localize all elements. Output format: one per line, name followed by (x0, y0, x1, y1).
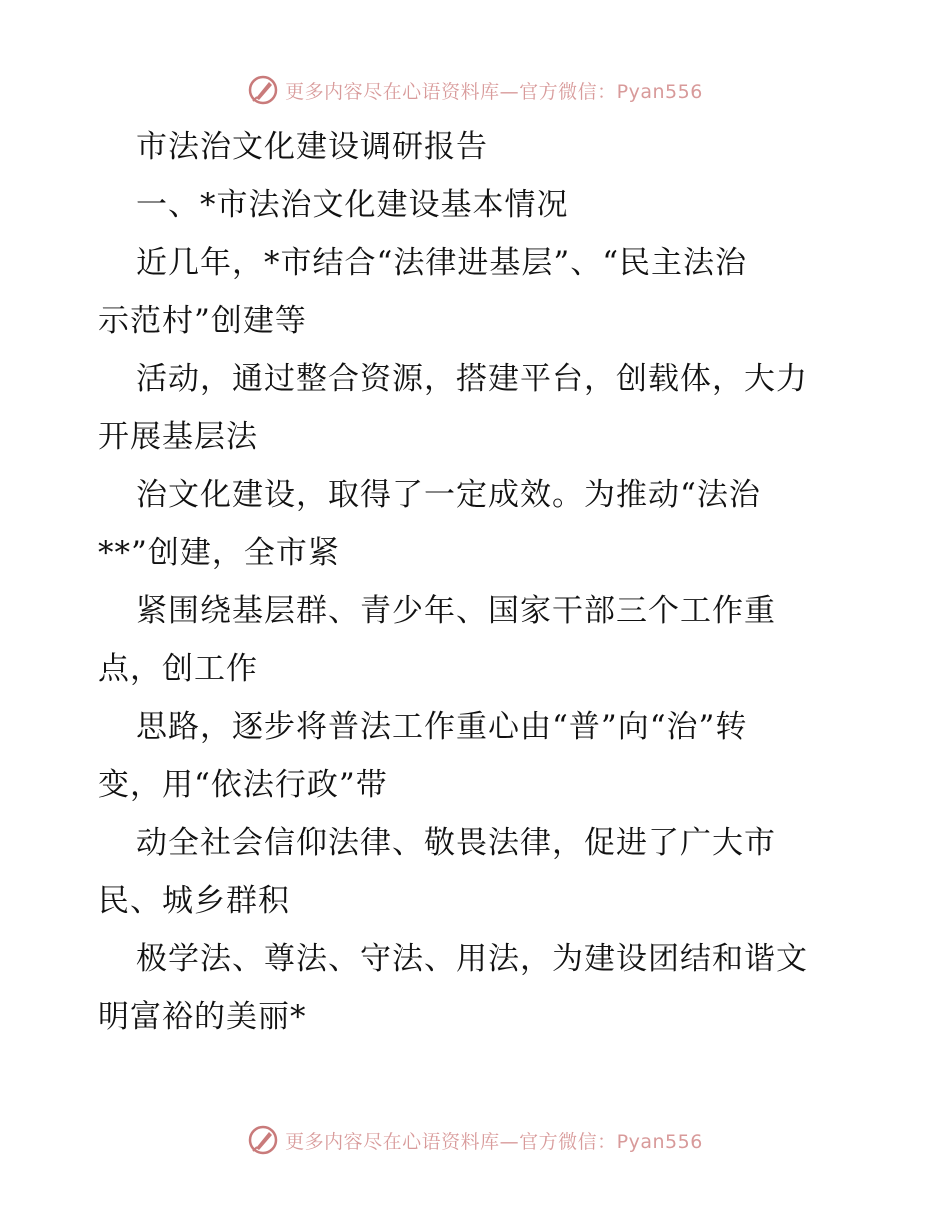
doc-line: 治文化建设，取得了一定成效。为推动“法治 (136, 477, 761, 513)
footer-watermark-text: 更多内容尽在心语资料库—官方微信：Pyan556 (285, 1130, 703, 1153)
doc-line: 思路，逐步将普法工作重心由“普”向“治”转 (136, 709, 748, 745)
doc-line: 变，用“依法行政”带 (98, 767, 388, 803)
doc-line: 示范村”创建等 (98, 303, 307, 339)
doc-line: 民、城乡群积 (98, 883, 290, 919)
doc-line: 活动，通过整合资源，搭建平台，创载体，大力 (136, 361, 808, 397)
quill-logo-icon (247, 1124, 279, 1156)
doc-line: 动全社会信仰法律、敬畏法律，促进了广大市 (136, 825, 776, 861)
footer-watermark (0, 1120, 950, 1160)
doc-line: **”创建，全市紧 (98, 535, 340, 571)
doc-line: 开展基层法 (98, 419, 258, 455)
document-body (98, 118, 868, 1046)
quill-logo-icon (247, 74, 279, 106)
doc-line: 明富裕的美丽* (98, 999, 307, 1035)
doc-line: 市法治文化建设调研报告 (136, 129, 488, 165)
header-watermark-text: 更多内容尽在心语资料库—官方微信：Pyan556 (285, 80, 703, 103)
header-watermark (0, 70, 950, 110)
doc-line: 点，创工作 (98, 651, 258, 687)
doc-line: 紧围绕基层群、青少年、国家干部三个工作重 (136, 593, 776, 629)
doc-line: 近几年，*市结合“法律进基层”、“民主法治 (136, 245, 748, 281)
doc-line: 极学法、尊法、守法、用法，为建设团结和谐文 (136, 941, 808, 977)
doc-line: 一、*市法治文化建设基本情况 (136, 187, 569, 223)
